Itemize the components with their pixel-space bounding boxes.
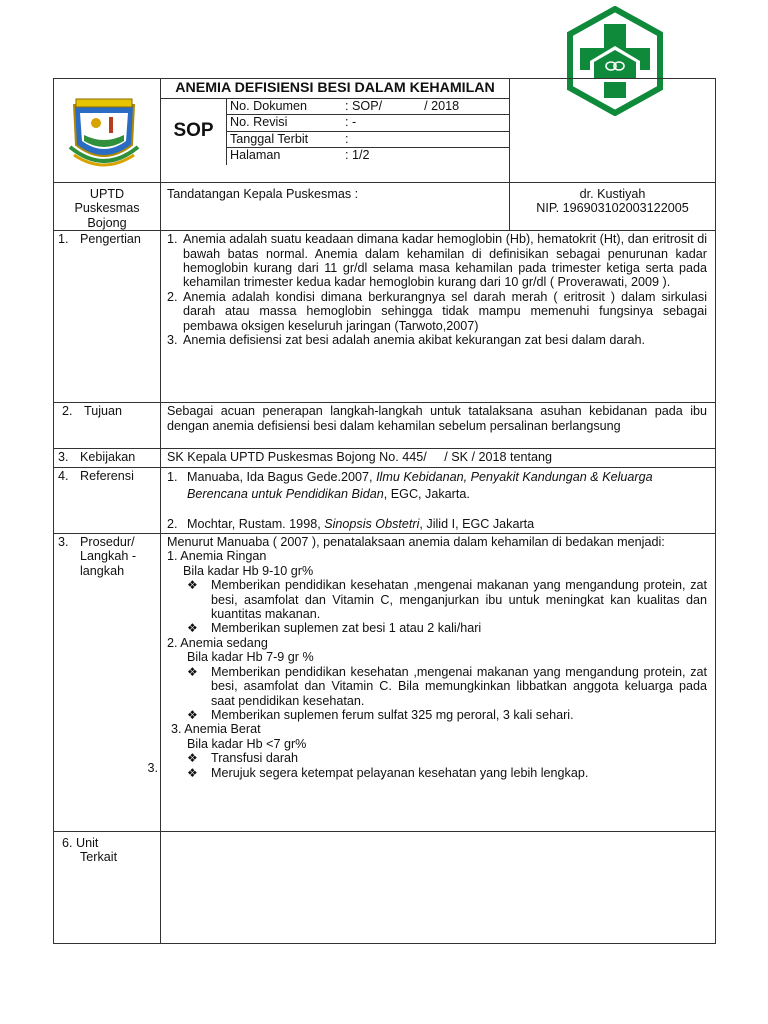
section-title: Pengertian [80, 232, 141, 247]
section-content: SK Kepala UPTD Puskesmas Bojong No. 445/ / SK / 2018 tentang [161, 449, 716, 467]
section-label [54, 403, 161, 449]
reference-item [167, 469, 707, 503]
section-pengertian [54, 231, 716, 403]
section-kebijakan [54, 449, 716, 467]
signature-row [54, 183, 716, 231]
meta-key: No. Dokumen [230, 98, 307, 113]
section-number: 3. [58, 535, 69, 550]
reference-text [187, 469, 707, 503]
reference-text [187, 517, 707, 531]
signature-label: Tandatangan Kepala Puskesmas : [161, 183, 510, 231]
meta-value: : - [345, 115, 357, 129]
section-number: 2. [62, 404, 73, 419]
section-label [54, 231, 161, 403]
section-title-line: langkah [80, 563, 125, 578]
list-item [167, 290, 707, 333]
section-label [54, 534, 161, 832]
section-unit-terkait [54, 832, 716, 944]
section-number: 3. [58, 450, 69, 465]
spacer [167, 503, 707, 517]
bullet-text: Merujuk segera ketempat pelayanan kesehatan yang lebih lengkap. [211, 765, 589, 780]
organization-name: UPTD Puskesmas Bojong [54, 183, 161, 231]
reference-item [167, 517, 707, 531]
section-title-line: 6. Unit [62, 836, 99, 851]
section-content [161, 231, 716, 403]
section-number: 1. [58, 232, 69, 247]
bullet-text: Memberikan pendidikan kesehatan ,mengenai makanan yang mengandung protein, zat besi, asamfolat dan Vitamin C. Bila memungkinkan libbatkan anggota keluarga pada saat pendidikan kesehatan. [211, 664, 707, 708]
bullet-item [167, 751, 707, 765]
item-number: 1. [167, 232, 178, 247]
bullet-text: Transfusi darah [211, 751, 299, 766]
header-row [54, 79, 716, 183]
kabupaten-emblem-icon [66, 95, 142, 171]
bullet-text: Memberikan suplemen zat besi 1 atau 2 kali/hari [211, 621, 482, 636]
page-title: ANEMIA DEFISIENSI BESI DALAM KEHAMILAN [175, 80, 495, 96]
section-number: 4. [58, 468, 69, 483]
section-label [54, 449, 161, 467]
subsection-title: 2. Anemia sedang [167, 635, 268, 650]
bullet-icon: ❖ [187, 707, 198, 722]
section-title: Kebijakan [80, 450, 136, 465]
section-title: Prosedur/ [80, 535, 135, 550]
section-content-empty [161, 832, 716, 944]
bullet-icon: ❖ [187, 765, 198, 780]
list-item [167, 232, 707, 290]
item-text: Anemia adalah kondisi dimana berkurangnya sel darah merah ( eritrosit ) dalam sirkulasi darah atau massa hemoglobin sehingga tidak mampu memenuhi fungsinya sebagai pembawa oksigen keseluruh jaringan (Tarwoto,2007) [183, 289, 707, 333]
signatory [510, 183, 716, 231]
meta-row [227, 132, 509, 149]
procedure-intro: Menurut Manuaba ( 2007 ), penatalaksaan anemia dalam kehamilan di bedakan menjadi: [167, 535, 665, 550]
kabupaten-logo-cell [54, 79, 161, 183]
bullet-text: Memberikan suplemen ferum sulfat 325 mg peroral, 3 kali sehari. [211, 707, 574, 722]
bullet-item [167, 665, 707, 708]
sop-label: SOP [161, 99, 227, 165]
section-referensi [54, 467, 716, 533]
meta-key: Halaman [230, 148, 281, 162]
meta-key: Tanggal Terbit [230, 131, 309, 146]
section-content [161, 467, 716, 533]
section-content: Sebagai acuan penerapan langkah-langkah untuk tatalaksana asuhan kebidanan pada ibu dengan anemia defisiensi besi dalam kehamilan sebelum persalinan berlangsung [161, 403, 716, 449]
header-empty-cell [510, 79, 716, 183]
item-text: Anemia defisiensi zat besi adalah anemia akibat kekurangan zat besi dalam darah. [183, 333, 646, 348]
sop-table [53, 78, 716, 944]
section-label [54, 467, 161, 533]
meta-row [227, 115, 509, 132]
bullet-icon: ❖ [187, 621, 198, 636]
reference-title: Sinopsis Obstetri [324, 516, 420, 531]
meta-value: : 1/2 [345, 148, 370, 162]
bullet-icon: ❖ [187, 664, 198, 679]
section-content [161, 534, 716, 832]
meta-key: No. Revisi [230, 115, 288, 129]
meta-value: : SOP/ / 2018 [345, 98, 460, 113]
section-title-line: Terkait [80, 850, 118, 865]
reference-author: Manuaba, Ida Bagus Gede.2007, [187, 469, 373, 484]
section-title: Tujuan [84, 404, 123, 419]
reference-publisher: , EGC, Jakarta. [383, 486, 470, 501]
side-number: 3. [147, 761, 158, 776]
item-text: Anemia adalah suatu keadaan dimana kadar hemoglobin (Hb), hematokrit (Ht), dan eritrosit di bawah batas normal. Anemia dalam kehamilan di definisikan sebagai penurunan kadar hemoglobin kurang dari 11 gr/dl selama masa kehamilan pada trimester ketiga serta pada kehamilan trimester kedua kadar hemoglobin kurang dari 10 gr/dl ( Proverawati, 2009 ). [183, 232, 707, 290]
meta-row [227, 148, 509, 165]
reference-title: Ilmu Kebidanan, Penyakit Kandungan & Keluarga Berencana untuk Pendidikan Bidan [187, 469, 653, 501]
item-number: 3. [167, 333, 178, 348]
bullet-item [167, 766, 707, 780]
bullet-text: Memberikan pendidikan kesehatan ,mengenai makanan yang mengandung protein, zat besi, asamfolat dan Vitamin C, menganjurkan ibu untuk meningkat kan kualitas dan kuantitas makanan. [211, 578, 707, 622]
document-meta [161, 98, 509, 165]
section-tujuan [54, 403, 716, 449]
reference-number: 2. [167, 516, 178, 531]
section-title-line: Langkah - [80, 549, 137, 564]
section-title: Referensi [80, 468, 134, 483]
reference-publisher: , Jilid I, EGC Jakarta [419, 516, 535, 531]
meta-row [227, 99, 509, 116]
subsection-condition: Bila kadar Hb 7-9 gr % [187, 650, 314, 665]
section-label [54, 832, 161, 944]
subsection-condition: Bila kadar Hb 9-10 gr% [183, 563, 314, 578]
signatory-name: dr. Kustiyah [579, 187, 646, 201]
signatory-nip: NIP. 196903102003122005 [536, 201, 689, 216]
reference-number: 1. [167, 469, 178, 484]
subsection-title: 1. Anemia Ringan [167, 549, 267, 564]
title-cell [161, 79, 510, 183]
item-number: 2. [167, 289, 178, 304]
section-prosedur [54, 534, 716, 832]
reference-author: Mochtar, Rustam. 1998, [187, 516, 321, 531]
subsection-condition: Bila kadar Hb <7 gr% [187, 736, 307, 751]
bullet-item [167, 621, 707, 635]
subsection-title: 3. Anemia Berat [171, 722, 261, 737]
bullet-icon: ❖ [187, 751, 198, 766]
bullet-item [167, 578, 707, 621]
section-title-line [58, 535, 156, 549]
bullet-item [167, 708, 707, 722]
bullet-icon: ❖ [187, 578, 198, 593]
definition-list [167, 232, 707, 347]
list-item [167, 333, 707, 347]
meta-value: : [345, 131, 349, 146]
meta-rows [227, 99, 509, 165]
